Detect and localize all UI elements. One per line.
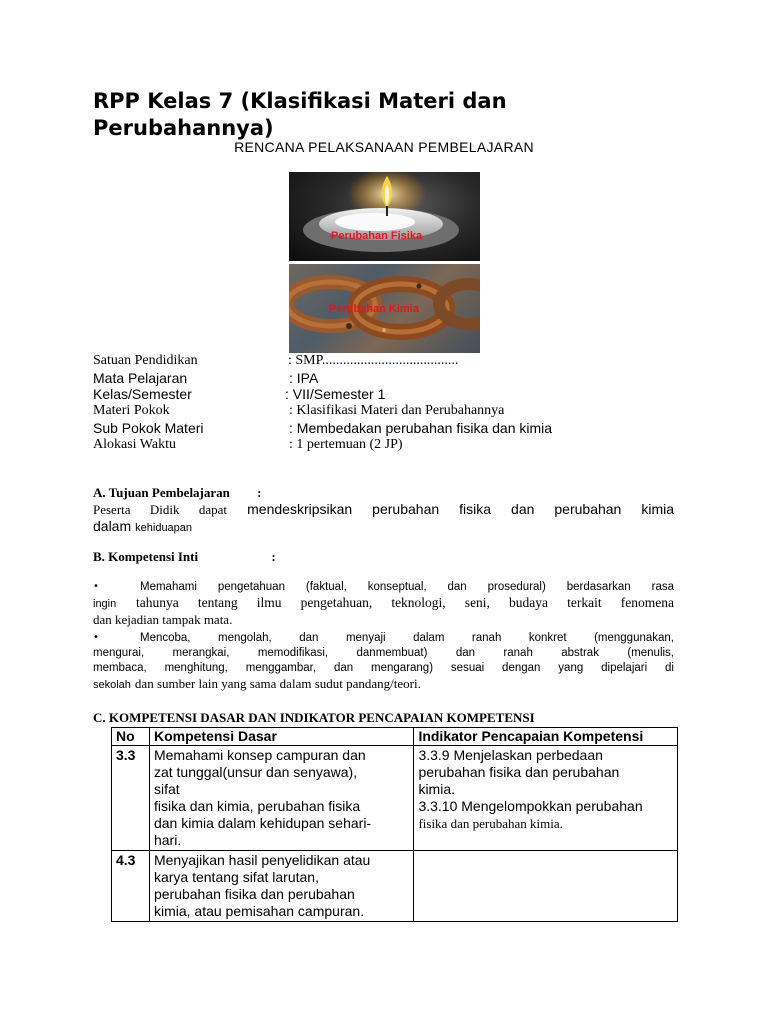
table-row bbox=[112, 851, 678, 922]
row1-ind-line: perubahan fisika dan perubahan bbox=[418, 764, 620, 780]
physical-change-label: Perubahan Fisika bbox=[331, 230, 423, 242]
ki2-bullet: • bbox=[93, 632, 99, 643]
ki1-line-2b: tahunya tentang ilmu pengetahuan, teknologi, seni, budaya terkait fenomena bbox=[136, 595, 674, 610]
row1-ind-line: 3.3.9 Menjelaskan perbedaan bbox=[418, 747, 603, 763]
tujuan-line-1a: Peserta Didik dapat bbox=[93, 502, 228, 517]
row1-kd-line: dan kimia dalam kehidupan sehari- bbox=[153, 815, 372, 831]
ki2-line-1: Mencoba, mengolah, dan menyaji dalam ranah konkret (menggunakan, bbox=[140, 632, 674, 644]
document-title: RPP Kelas 7 (Klasifikasi Materi dan Perubahannya) bbox=[93, 89, 507, 140]
ki1-line-3: dan kejadian tampak mata. bbox=[93, 612, 233, 627]
rusty-chain-image bbox=[289, 264, 480, 353]
row1-no: 3.3 bbox=[112, 746, 150, 851]
ki1-bullet: • bbox=[93, 581, 99, 592]
satuan-value: : SMP....................................... bbox=[288, 353, 459, 368]
row1-ind-line: kimia. bbox=[418, 781, 455, 797]
row1-kd-line: hari. bbox=[153, 832, 182, 848]
ki2-line-4a: sekolah bbox=[93, 679, 131, 691]
row1-ind-line: fisika dan perubahan kimia. bbox=[418, 816, 563, 831]
section-b-title: B. Kompetensi Inti bbox=[93, 549, 199, 564]
row2-kd-line: karya tentang sifat larutan, bbox=[153, 869, 319, 885]
section-b-colon: : bbox=[271, 549, 276, 564]
table-header-row bbox=[112, 728, 678, 746]
row2-indikator bbox=[414, 851, 678, 922]
sub-label: Sub Pokok Materi bbox=[93, 420, 204, 436]
tujuan-line-2a: dalam bbox=[93, 518, 132, 534]
header-kompetensi-dasar: Kompetensi Dasar bbox=[149, 728, 413, 746]
tujuan-line-2 bbox=[93, 517, 674, 535]
materi-label: Materi Pokok bbox=[93, 403, 170, 418]
sub-value: : Membedakan perubahan fisika dan kimia bbox=[289, 420, 553, 436]
row1-kd-line: fisika dan kimia, perubahan fisika bbox=[153, 798, 361, 814]
row2-kd-line: kimia, atau pemisahan campuran. bbox=[153, 903, 365, 919]
section-b-heading bbox=[93, 549, 276, 565]
table-row bbox=[112, 746, 678, 851]
rpp-heading: RENCANA PELAKSANAAN PEMBELAJARAN bbox=[234, 139, 534, 155]
materi-value: : Klasifikasi Materi dan Perubahannya bbox=[289, 403, 505, 418]
kelas-value: : VII/Semester 1 bbox=[285, 386, 386, 402]
ki1-line-2a: ingin bbox=[93, 598, 117, 610]
row2-kd-line: Menyajikan hasil penyelidikan atau bbox=[153, 852, 371, 868]
candle-illustration bbox=[289, 172, 480, 261]
section-c-heading: C. KOMPETENSI DASAR DAN INDIKATOR PENCAPAIAN KOMPETENSI bbox=[93, 710, 535, 725]
row1-ind-line: 3.3.10 Mengelompokkan perubahan bbox=[418, 798, 643, 814]
chemical-change-label: Perubahan Kimia bbox=[329, 303, 419, 315]
tujuan-line-2b: kehiduapan bbox=[135, 522, 193, 534]
ki2-line-4 bbox=[93, 676, 674, 692]
kelas-label: Kelas/Semester bbox=[93, 386, 192, 402]
section-a-title: A. Tujuan Pembelajaran bbox=[93, 485, 230, 500]
alokasi-value: : 1 pertemuan (2 JP) bbox=[289, 437, 403, 452]
row2-kd bbox=[149, 851, 413, 922]
row2-kd-line: perubahan fisika dan perubahan bbox=[153, 886, 355, 902]
section-a-heading bbox=[93, 485, 261, 501]
row1-indikator bbox=[414, 746, 678, 851]
tujuan-line-1b: mendeskripsikan perubahan fisika dan perubahan kimia bbox=[247, 501, 674, 517]
kd-indicator-table bbox=[111, 727, 678, 922]
row1-kd-line: Memahami konsep campuran dan bbox=[153, 747, 366, 763]
row1-kd-line: zat tunggal(unsur dan senyawa), bbox=[153, 764, 358, 780]
mapel-value: : IPA bbox=[289, 370, 319, 386]
alokasi-label: Alokasi Waktu bbox=[93, 437, 176, 452]
header-indikator: Indikator Pencapaian Kompetensi bbox=[414, 728, 678, 746]
candle-image bbox=[289, 172, 480, 261]
ki2-line-2: mengurai, merangkai, memodifikasi, danmembuat) dan ranah abstrak (menulis, bbox=[93, 647, 674, 659]
row1-kd-line: sifat bbox=[153, 781, 180, 797]
ki2-line-4b: dan sumber lain yang sama dalam sudut pandang/teori. bbox=[134, 676, 421, 691]
header-no: No bbox=[112, 728, 150, 746]
section-a-colon: : bbox=[257, 485, 262, 500]
mapel-label: Mata Pelajaran bbox=[93, 370, 188, 386]
ki2-line-3: membaca, menghitung, menggambar, dan mengarang) sesuai dengan yang dipelajari di bbox=[93, 662, 674, 674]
row1-kd bbox=[149, 746, 413, 851]
satuan-label: Satuan Pendidikan bbox=[93, 353, 198, 368]
tujuan-line-1 bbox=[93, 500, 674, 518]
row2-no: 4.3 bbox=[112, 851, 150, 922]
ki1-line-1: Memahami pengetahuan (faktual, konseptual, dan prosedural) berdasarkan rasa bbox=[140, 581, 674, 593]
ki1-line-2 bbox=[93, 595, 674, 611]
